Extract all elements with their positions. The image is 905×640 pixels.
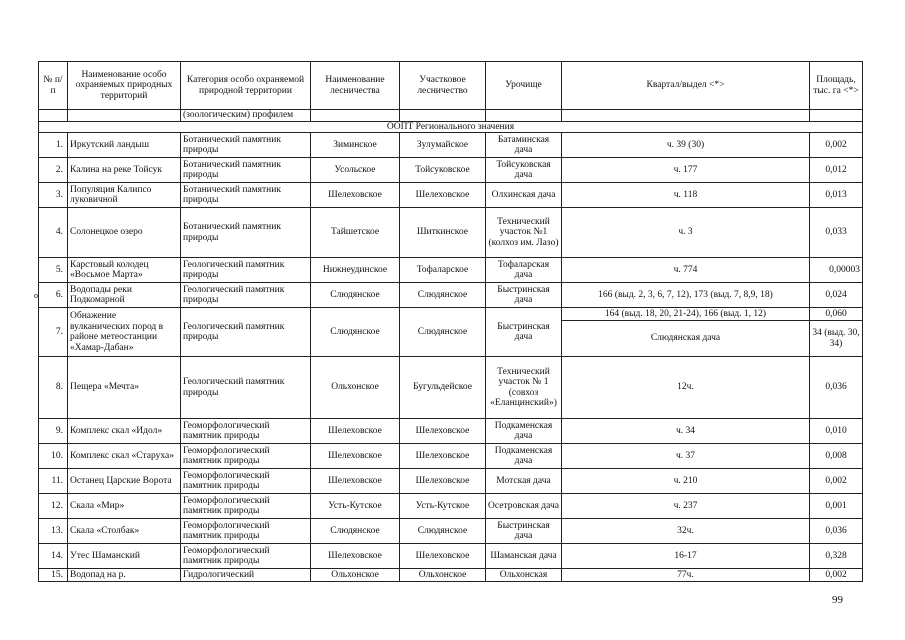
section-row bbox=[39, 121, 863, 133]
row-quarter: 164 (выд. 18, 20, 21-24), 166 (выд. 1, 12) bbox=[562, 308, 810, 321]
row-name: Калина на реке Тойсук bbox=[68, 158, 181, 183]
row-name: Комплекс скал «Идол» bbox=[68, 419, 181, 444]
row-name: Пещера «Мечта» bbox=[68, 357, 181, 419]
row-name: Водопады реки Подкомарной bbox=[68, 283, 181, 308]
row-area: 0,002 bbox=[810, 569, 863, 582]
row-quarter: ч. 774 bbox=[562, 258, 810, 283]
row-num: 8. bbox=[39, 357, 68, 419]
row-district: Шелеховское bbox=[400, 469, 486, 494]
row-tract: Быстринская дача bbox=[486, 519, 562, 544]
row-forestry: Шелеховское bbox=[311, 419, 400, 444]
row-category: Ботанический памятник природы bbox=[181, 133, 311, 158]
row-area: 0,00003 bbox=[810, 258, 863, 283]
row-num: 13. bbox=[39, 519, 68, 544]
row-district: Шелеховское bbox=[400, 544, 486, 569]
header-category: Категория особо охраняемой природной территории bbox=[181, 62, 311, 110]
row-tract: Тойсуковская дача bbox=[486, 158, 562, 183]
row-quarter: 12ч. bbox=[562, 357, 810, 419]
row-district: Слюдянское bbox=[400, 283, 486, 308]
row-quarter: ч. 3 bbox=[562, 208, 810, 258]
row-forestry: Ольхонское bbox=[311, 357, 400, 419]
row-quarter: ч. 37 bbox=[562, 444, 810, 469]
row-category: Геологический памятник природы bbox=[181, 258, 311, 283]
row-forestry: Усольское bbox=[311, 158, 400, 183]
row-forestry: Усть-Кутское bbox=[311, 494, 400, 519]
row-tract: Мотская дача bbox=[486, 469, 562, 494]
table-row bbox=[39, 569, 863, 582]
row-area: 0,010 bbox=[810, 419, 863, 444]
row-num: 6. bbox=[39, 283, 68, 308]
table-row bbox=[39, 158, 863, 183]
row-district: Тофаларское bbox=[400, 258, 486, 283]
row-area: 0,060 bbox=[810, 308, 863, 321]
row-name: Утес Шаманский bbox=[68, 544, 181, 569]
row-quarter-secondary: Слюдянская дача bbox=[562, 321, 810, 357]
header-district: Участковое лесничество bbox=[400, 62, 486, 110]
table-row bbox=[39, 208, 863, 258]
continued-row bbox=[39, 110, 863, 122]
table-row bbox=[39, 183, 863, 208]
row-forestry: Слюдянское bbox=[311, 519, 400, 544]
table-row bbox=[39, 469, 863, 494]
row-num: 12. bbox=[39, 494, 68, 519]
row-num: 1. bbox=[39, 133, 68, 158]
row-quarter: ч. 177 bbox=[562, 158, 810, 183]
row-tract: Олхинская дача bbox=[486, 183, 562, 208]
row-quarter: 166 (выд. 2, 3, 6, 7, 12), 173 (выд. 7, 8,9, 18) bbox=[562, 283, 810, 308]
row-forestry: Тайшетское bbox=[311, 208, 400, 258]
row-district: Слюдянское bbox=[400, 519, 486, 544]
row-name: Скала «Мир» bbox=[68, 494, 181, 519]
table-row bbox=[39, 494, 863, 519]
row-area: 0,002 bbox=[810, 133, 863, 158]
row-area: 0,008 bbox=[810, 444, 863, 469]
row-tract: Быстринская дача bbox=[486, 283, 562, 308]
table-row bbox=[39, 283, 863, 308]
table-row bbox=[39, 544, 863, 569]
row-category: Геоморфологический памятник природы bbox=[181, 519, 311, 544]
row-area: 0,033 bbox=[810, 208, 863, 258]
row-district: Слюдянское bbox=[400, 308, 486, 357]
row-num: 15. bbox=[39, 569, 68, 582]
table-row bbox=[39, 258, 863, 283]
row-category: Геоморфологический памятник природы bbox=[181, 444, 311, 469]
row-quarter: 32ч. bbox=[562, 519, 810, 544]
row-quarter: ч. 118 bbox=[562, 183, 810, 208]
row-category: Геологический памятник природы bbox=[181, 283, 311, 308]
row-area: 0,036 bbox=[810, 519, 863, 544]
row-num: 14. bbox=[39, 544, 68, 569]
header-name: Наименование особо охраняемых природных территорий bbox=[68, 62, 181, 110]
section-title: ООПТ Регионального значения bbox=[39, 121, 863, 133]
row-area-secondary: 34 (выд. 30, 34) bbox=[810, 321, 863, 357]
table-header-row bbox=[39, 62, 863, 110]
row-num: 11. bbox=[39, 469, 68, 494]
row-tract: Технический участок №1 (колхоз им. Лазо) bbox=[486, 208, 562, 258]
row-forestry: Шелеховское bbox=[311, 544, 400, 569]
row-tract: Технический участок № 1 (совхоз «Еланцинский») bbox=[486, 357, 562, 419]
row-tract: Подкаменская дача bbox=[486, 444, 562, 469]
row-district: Шелеховское bbox=[400, 419, 486, 444]
header-tract: Урочище bbox=[486, 62, 562, 110]
row-forestry: Слюдянское bbox=[311, 308, 400, 357]
row-num: 5. bbox=[39, 258, 68, 283]
row-area: 0,024 bbox=[810, 283, 863, 308]
row-tract: Осетровская дача bbox=[486, 494, 562, 519]
row-quarter: ч. 39 (30) bbox=[562, 133, 810, 158]
row-category: Геологический памятник природы bbox=[181, 357, 311, 419]
row-forestry: Шелеховское bbox=[311, 444, 400, 469]
row-tract: Батаминская дача bbox=[486, 133, 562, 158]
row-district: Зулумайское bbox=[400, 133, 486, 158]
table-row bbox=[39, 419, 863, 444]
oopt-table bbox=[38, 61, 863, 582]
table-row bbox=[39, 444, 863, 469]
row-area: 0,012 bbox=[810, 158, 863, 183]
table-row bbox=[39, 308, 863, 321]
row-district: Усть-Кутское bbox=[400, 494, 486, 519]
row-num: 7. bbox=[39, 308, 68, 357]
header-area: Площадь, тыс. га <*> bbox=[810, 62, 863, 110]
row-tract: Подкаменская дача bbox=[486, 419, 562, 444]
row-quarter: 77ч. bbox=[562, 569, 810, 582]
row-name: Останец Царские Ворота bbox=[68, 469, 181, 494]
row-quarter: ч. 34 bbox=[562, 419, 810, 444]
margin-mark: о bbox=[34, 291, 38, 300]
row-tract: Ольхонская bbox=[486, 569, 562, 582]
continued-text: (зоологическим) профилем bbox=[181, 110, 311, 122]
row-category: Геоморфологический памятник природы bbox=[181, 419, 311, 444]
row-name: Иркутский ландыш bbox=[68, 133, 181, 158]
row-num: 9. bbox=[39, 419, 68, 444]
row-area: 0,013 bbox=[810, 183, 863, 208]
row-category: Геоморфологический памятник природы bbox=[181, 544, 311, 569]
row-category: Ботанический памятник природы bbox=[181, 158, 311, 183]
row-area: 0,001 bbox=[810, 494, 863, 519]
row-district: Ольхонское bbox=[400, 569, 486, 582]
row-district: Шиткинское bbox=[400, 208, 486, 258]
row-quarter: ч. 237 bbox=[562, 494, 810, 519]
row-area: 0,002 bbox=[810, 469, 863, 494]
row-num: 10. bbox=[39, 444, 68, 469]
table-row bbox=[39, 519, 863, 544]
row-forestry: Ольхонское bbox=[311, 569, 400, 582]
table-row bbox=[39, 357, 863, 419]
row-name: Водопад на р. bbox=[68, 569, 181, 582]
header-forestry: Наименование лесничества bbox=[311, 62, 400, 110]
row-category: Ботанический памятник природы bbox=[181, 183, 311, 208]
row-num: 3. bbox=[39, 183, 68, 208]
row-forestry: Зиминское bbox=[311, 133, 400, 158]
row-name: Карстовый колодец «Восьмое Марта» bbox=[68, 258, 181, 283]
row-num: 4. bbox=[39, 208, 68, 258]
row-name: Комплекс скал «Старуха» bbox=[68, 444, 181, 469]
row-category: Геоморфологический памятник природы bbox=[181, 494, 311, 519]
row-forestry: Шелеховское bbox=[311, 469, 400, 494]
row-quarter: ч. 210 bbox=[562, 469, 810, 494]
row-tract: Быстринская дача bbox=[486, 308, 562, 357]
row-category: Геологический памятник природы bbox=[181, 308, 311, 357]
row-name: Популяция Калипсо луковичной bbox=[68, 183, 181, 208]
row-area: 0,328 bbox=[810, 544, 863, 569]
header-quarter: Квартал/выдел <*> bbox=[562, 62, 810, 110]
row-forestry: Нижнеудинское bbox=[311, 258, 400, 283]
row-category: Гидрологический bbox=[181, 569, 311, 582]
header-num: № п/п bbox=[39, 62, 68, 110]
row-name: Обнажение вулканических пород в районе метеостанции «Хамар-Дабан» bbox=[68, 308, 181, 357]
row-district: Шелеховское bbox=[400, 183, 486, 208]
page-number: 99 bbox=[832, 594, 843, 606]
row-name: Скала «Столбак» bbox=[68, 519, 181, 544]
row-forestry: Шелеховское bbox=[311, 183, 400, 208]
row-area: 0,036 bbox=[810, 357, 863, 419]
row-category: Ботанический памятник природы bbox=[181, 208, 311, 258]
row-category: Геоморфологический памятник природы bbox=[181, 469, 311, 494]
row-num: 2. bbox=[39, 158, 68, 183]
table-row bbox=[39, 133, 863, 158]
row-name: Солонецкое озеро bbox=[68, 208, 181, 258]
row-forestry: Слюдянское bbox=[311, 283, 400, 308]
row-district: Бугульдейское bbox=[400, 357, 486, 419]
row-district: Шелеховское bbox=[400, 444, 486, 469]
row-district: Тойсуковское bbox=[400, 158, 486, 183]
row-quarter: 16-17 bbox=[562, 544, 810, 569]
row-tract: Тофаларская дача bbox=[486, 258, 562, 283]
row-tract: Шаманская дача bbox=[486, 544, 562, 569]
